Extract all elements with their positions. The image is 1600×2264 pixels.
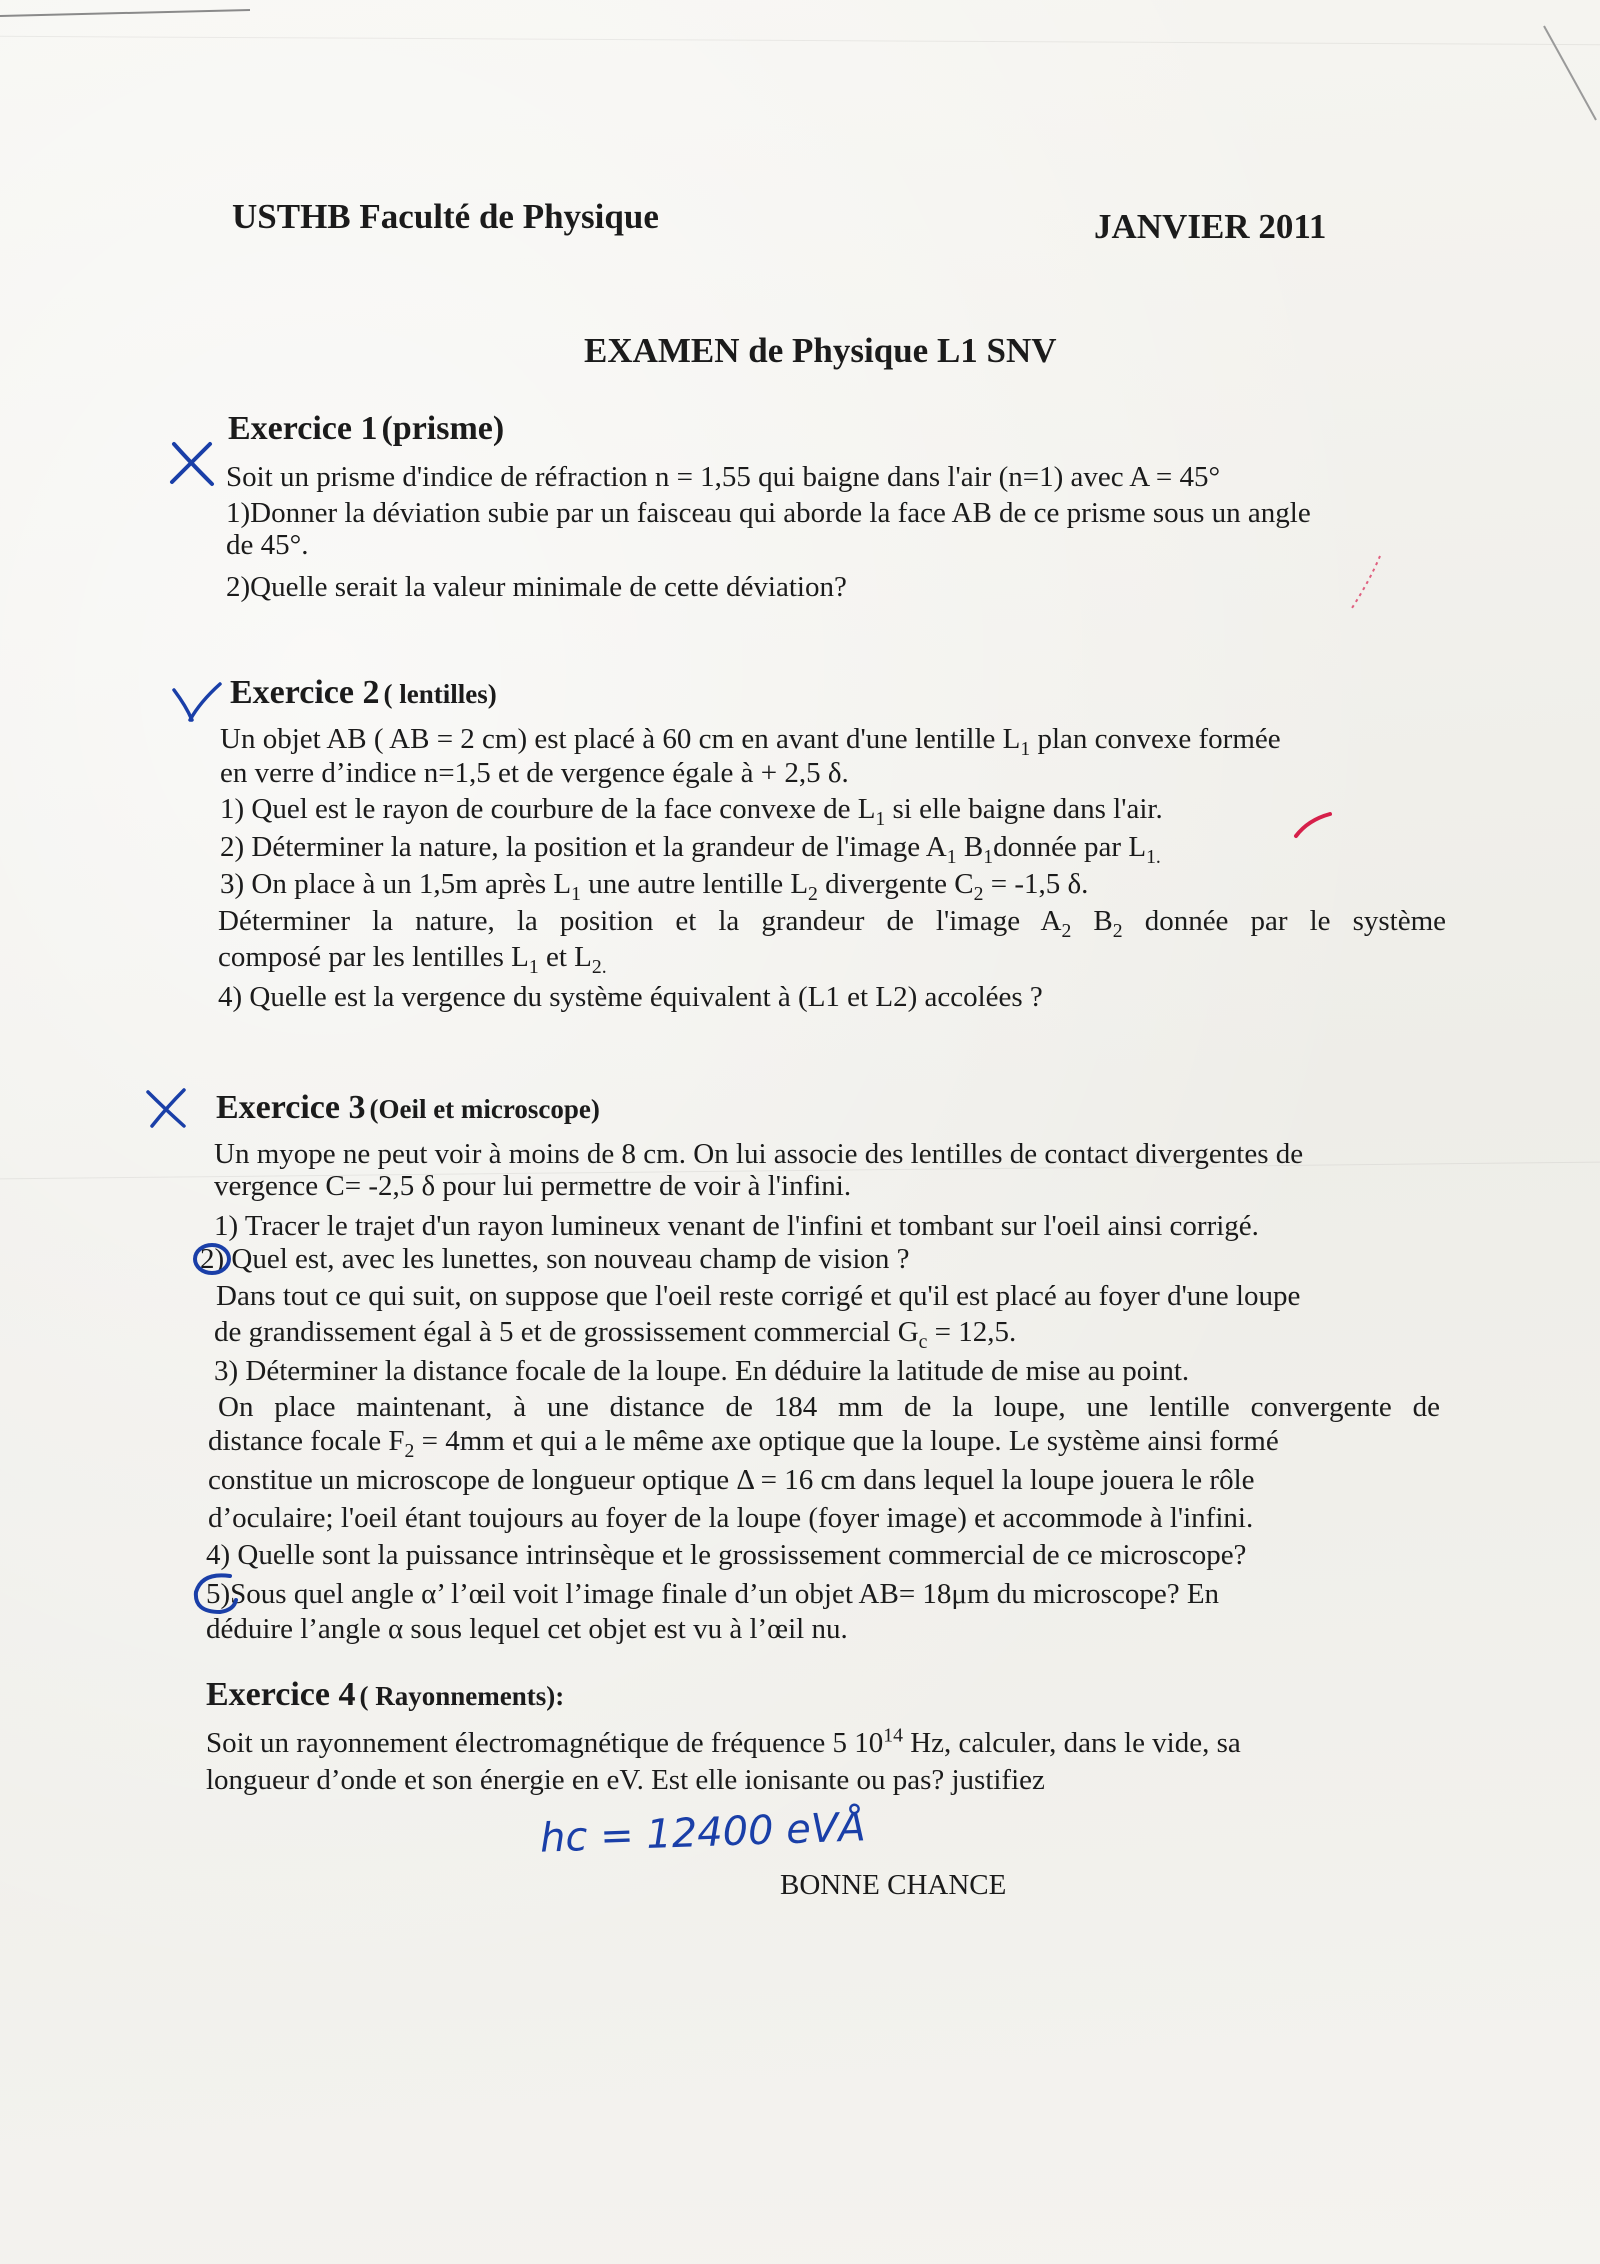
exercise-3-line-7: 3) Déterminer la distance focale de la loupe. En déduire la latitude de mise au point. — [214, 1355, 1190, 1387]
exercise-4-line-2: longueur d’onde et son énergie en eV. Est elle ionisante ou pas? justifiez — [206, 1764, 1045, 1796]
exercise-1-line-1: Soit un prisme d'indice de réfraction n = 1,55 qui baigne dans l'air (n=1) avec A = 45° — [226, 461, 1221, 493]
exercise-4-title: Exercice 4 — [206, 1676, 356, 1713]
exercise-3-line-2: vergence C= -2,5 δ pour lui permettre de voir à l'infini. — [214, 1170, 852, 1202]
exercise-3-line-13: 5) Sous quel angle α’ l’œil voit l’image finale d’un objet AB= 18μm du microscope? En — [206, 1576, 1219, 1612]
red-tick-icon — [1290, 806, 1340, 842]
header-institution: USTHB Faculté de Physique — [232, 197, 659, 236]
exercise-2-heading — [230, 674, 497, 712]
exercise-3-line-4: 2) Quel est, avec les lunettes, son nouveau champ de vision ? — [200, 1241, 910, 1277]
exercise-3-line-3: 1) Tracer le trajet d'un rayon lumineux venant de l'infini et tombant sur l'oeil ainsi corrigé. — [214, 1210, 1259, 1242]
exercise-3-line-6: de grandissement égal à 5 et de grossissement commercial $G_c = 12,5$. — [214, 1316, 1017, 1353]
blue-circle-icon — [192, 1241, 234, 1277]
circled-question-number: 5) — [206, 1576, 230, 1612]
exercise-3-line-10: constitue un microscope de longueur optique Δ = 16 cm dans lequel la loupe jouera le rôle — [208, 1464, 1255, 1496]
exercise-4-line-1: Soit un rayonnement électromagnétique de fréquence 5 $10^{14}$ Hz, calculer, dans le vide, sa — [206, 1724, 1241, 1759]
exercise-1-line-4: 2)Quelle serait la valeur minimale de cette déviation? — [226, 571, 847, 603]
header-date: JANVIER 2011 — [1094, 207, 1327, 246]
exercise-3-subtitle: (Oeil et microscope) — [369, 1094, 600, 1124]
exercise-3-line-12: 4) Quelle sont la puissance intrinsèque et le grossissement commercial de ce microscope? — [206, 1539, 1247, 1571]
exercise-2-line-1: Un objet AB ( AB = 2 cm) est placé à 60 cm en avant d'une lentille $L_1$ plan convexe formée — [220, 723, 1281, 760]
x-mark-icon — [168, 438, 218, 490]
exercise-2-title: Exercice 2 — [230, 674, 380, 711]
exercise-3-line-14: déduire l’angle α sous lequel cet objet est vu à l’œil nu. — [206, 1613, 848, 1645]
closing-text: BONNE CHANCE — [780, 1869, 1007, 1901]
exercise-2-line-5: 3) On place à un 1,5m après $L_1$ une autre lentille $L_2$ divergente $C_2 = -1,5$ δ. — [220, 868, 1089, 905]
exercise-2-subtitle: ( lentilles) — [383, 679, 497, 709]
circled-question-number: 2) — [200, 1241, 224, 1277]
red-pen-stroke-icon — [1340, 550, 1400, 620]
exercise-1-subtitle: (prisme) — [381, 410, 505, 447]
exercise-1-heading — [228, 410, 504, 448]
exercise-1-title: Exercice 1 — [228, 410, 378, 447]
exercise-3-line-1: Un myope ne peut voir à moins de 8 cm. On lui associe des lentilles de contact divergentes de — [214, 1138, 1304, 1170]
exercise-2-line-3: 1) Quel est le rayon de courbure de la face convexe de $L_1$ si elle baigne dans l'air. — [220, 793, 1163, 830]
exercise-2-line-8: 4) Quelle est la vergence du système équivalent à (L1 et L2) accolées ? — [218, 981, 1043, 1013]
x-mark-icon — [144, 1086, 190, 1130]
exam-title: EXAMEN de Physique L1 SNV — [584, 331, 1057, 370]
paper-crease — [0, 36, 1600, 45]
exercise-2-line-2: en verre d’indice n=1,5 et de vergence égale à + 2,5 δ. — [220, 757, 849, 789]
check-mark-icon — [170, 680, 224, 728]
exercise-4-subtitle: ( Rayonnements): — [359, 1681, 565, 1711]
exercise-3-line-11: d’oculaire; l'oeil étant toujours au foyer de la loupe (foyer image) et accommode à l'infini. — [208, 1502, 1254, 1534]
exercise-3-line-5: Dans tout ce qui suit, on suppose que l'oeil reste corrigé et qu'il est placé au foyer d'une loupe — [216, 1280, 1301, 1312]
exercise-3-heading — [216, 1089, 600, 1127]
exercise-2-line-7: composé par les lentilles $L_1$ et $L_{2.}$ — [218, 941, 607, 978]
paper-edge-icon — [0, 6, 260, 26]
paper-fold-icon — [1540, 20, 1600, 130]
exercise-3-title: Exercice 3 — [216, 1089, 366, 1126]
handwritten-note: hc = 12400 eVÅ — [539, 1804, 867, 1862]
exercise-3-line-9: distance focale $F_2 = 4mm$ et qui a le même axe optique que la loupe. Le système ainsi formé — [208, 1425, 1279, 1462]
exercise-2-line-6: Déterminer la nature, la position et la grandeur de l'image $A_2$ $B_2$ donnée par le système — [218, 905, 1447, 942]
exercise-1-line-3: de 45°. — [226, 529, 309, 561]
exercise-3-line-8: On place maintenant, à une distance de 184 mm de la loupe, une lentille convergente de — [218, 1391, 1440, 1423]
exercise-1-line-2: 1)Donner la déviation subie par un faisceau qui aborde la face AB de ce prisme sous un angle — [226, 497, 1311, 529]
exercise-2-line-4: 2) Déterminer la nature, la position et la grandeur de l'image $A_1$ $B_1donnée$ par $L_{1.}$ — [220, 831, 1161, 868]
exercise-4-heading — [206, 1676, 564, 1714]
